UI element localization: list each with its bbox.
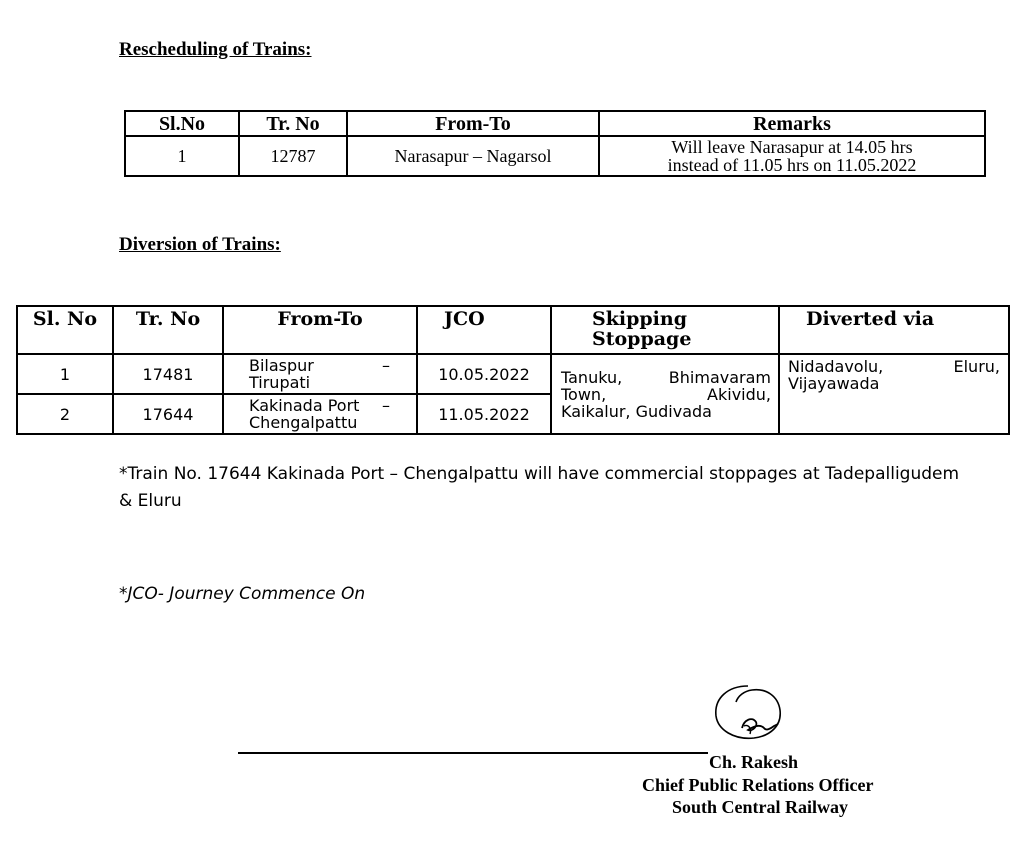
cell-train-no: 17481 [113,354,223,394]
column-header-diverted-via [779,306,1009,354]
signature-icon [708,682,790,746]
skip-station-akividu: Akividu, [707,384,771,404]
cell-sl-no: 2 [17,394,113,434]
diversion-table [16,305,1010,435]
signatory-designation: Chief Public Relations Officer [642,775,874,795]
to-station: Chengalpattu [249,413,358,432]
cell-train-no: 12787 [239,136,347,176]
column-header-sl-no: Sl.No [125,111,239,136]
jco-header-label: JCO [444,308,485,330]
column-header-train-no: Tr. No [113,306,223,354]
from-to-dash: – [382,396,390,415]
cell-sl-no: 1 [17,354,113,394]
column-header-from-to: From-To [223,306,417,354]
rescheduling-heading: Rescheduling of Trains: [119,39,312,60]
skip-station-bhimavaram: Bhimavaram [668,367,771,387]
cell-remarks [599,136,985,176]
rescheduling-header-row [125,111,985,136]
from-to-line-1 [249,357,390,374]
diverted-line-1 [788,358,1000,375]
table-row [17,354,1009,394]
skipping-line-1 [561,369,771,386]
diverted-line-2: Vijayawada [788,374,880,393]
remarks-line-1: Will leave Narasapur at 14.05 hrs [671,137,913,157]
skip-station-town: Town, [561,384,607,404]
column-header-train-no: Tr. No [239,111,347,136]
diverted-header-label: Diverted via [806,308,935,330]
signatory-organization: South Central Railway [672,797,849,817]
cell-diverted-via [779,354,1009,434]
cell-jco: 11.05.2022 [417,394,551,434]
cell-from-to: Narasapur – Nagarsol [347,136,599,176]
from-station: Kakinada Port [249,396,360,415]
signature-line [238,752,708,754]
table-row [125,136,985,176]
cell-sl-no: 1 [125,136,239,176]
to-station: Tirupati [249,373,311,392]
note-line-1: *Train No. 17644 Kakinada Port – Chengalpattu will have commercial stoppages at Tadepalligudem [119,464,960,484]
cell-from-to [223,394,417,434]
rescheduling-table [124,110,986,177]
cell-train-no: 17644 [113,394,223,434]
column-header-jco [417,306,551,354]
cell-from-to [223,354,417,394]
skipping-header-line-2: Stoppage [592,328,692,350]
column-header-skipping-stoppage [551,306,779,354]
signatory-name: Ch. Rakesh [709,752,799,772]
skipping-line-3: Kaikalur, Gudivada [561,401,712,421]
column-header-sl-no: Sl. No [17,306,113,354]
jco-abbreviation-note: *JCO- Journey Commence On [119,584,366,604]
column-header-from-to: From-To [347,111,599,136]
from-to-dash: – [382,356,390,375]
commercial-stoppage-note [119,461,959,515]
remarks-line-2: instead of 11.05 hrs on 11.05.2022 [667,155,917,175]
column-header-remarks: Remarks [599,111,985,136]
note-line-2: & Eluru [119,491,182,511]
via-station-eluru: Eluru, [953,357,1000,376]
diversion-heading: Diversion of Trains: [119,234,281,255]
cell-jco: 10.05.2022 [417,354,551,394]
skipping-line-2 [561,386,771,403]
from-to-line-1 [249,397,390,414]
diversion-header-row [17,306,1009,354]
skip-station-tanuku: Tanuku, [561,367,623,387]
via-station-nidadavolu: Nidadavolu, [788,357,884,376]
from-station: Bilaspur [249,356,314,375]
cell-skipping-stoppage [551,354,779,434]
skipping-header-line-1: Skipping [592,308,687,330]
